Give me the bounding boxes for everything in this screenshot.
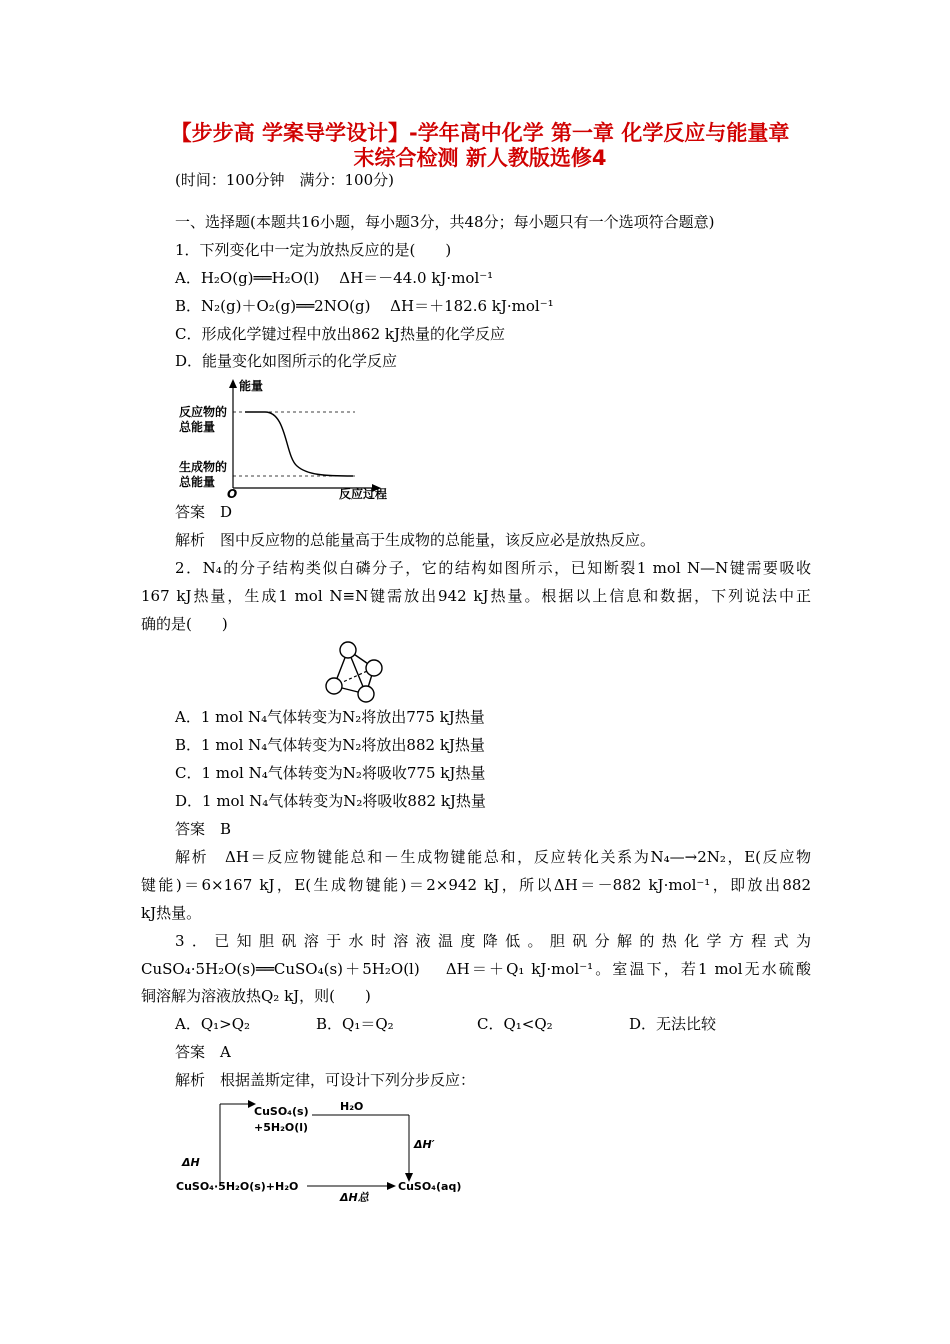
n-atom bbox=[340, 642, 356, 658]
reactant-label-2: 总能量 bbox=[179, 420, 216, 434]
energy-curve bbox=[245, 412, 353, 476]
q2-option-d: D．1 mol N₄气体转变为N₂将吸收882 kJ热量 bbox=[175, 792, 486, 810]
q3-analysis: 解析 根据盖斯定律，可设计下列分步反应： bbox=[175, 1071, 476, 1089]
bottom-right-species: CuSO₄(aq) bbox=[398, 1180, 462, 1193]
top-arrow-label: H₂O bbox=[340, 1100, 364, 1113]
product-label-1: 生成物的 bbox=[179, 460, 228, 474]
origin-label: O bbox=[227, 487, 238, 500]
q1-analysis: 解析 图中反应物的总能量高于生成物的总能量，该反应必是放热反应。 bbox=[175, 531, 656, 549]
y-axis-label: 能量 bbox=[239, 379, 264, 393]
q1-option-d: D．能量变化如图所示的化学反应 bbox=[175, 352, 398, 370]
q3-option-c: C．Q₁<Q₂ bbox=[477, 1015, 553, 1033]
q2-stem-line-3: 确的是( ) bbox=[141, 615, 228, 633]
n-atom bbox=[358, 686, 374, 702]
left-arrow-label: ΔH bbox=[182, 1156, 200, 1169]
q1-option-c: C．形成化学键过程中放出862 kJ热量的化学反应 bbox=[175, 325, 505, 343]
q2-stem-line-1: 2．N₄的分子结构类似白磷分子，它的结构如图所示，已知断裂1 mol N—N键需要吸收 bbox=[175, 559, 811, 577]
document-title-line-1: 【步步高 学案导学设计】-学年高中化学 第一章 化学反应与能量章 bbox=[170, 121, 790, 145]
n4-molecule-diagram bbox=[318, 638, 390, 704]
bottom-arrow-label: ΔH总 bbox=[340, 1191, 369, 1204]
top-left-species-2: +5H₂O(l) bbox=[254, 1121, 309, 1134]
q1-answer: 答案 D bbox=[175, 503, 233, 521]
q3-stem-line-2: CuSO₄·5H₂O(s)══CuSO₄(s)＋5H₂O(l) ΔH＝＋Q₁ kJ·mol⁻¹。室温下，若1 mol无水硫酸 bbox=[141, 960, 811, 978]
q2-analysis-line-2: 键能)＝6×167 kJ，E(生成物键能)＝2×942 kJ，所以ΔH＝－882 kJ·mol⁻¹，即放出882 bbox=[141, 876, 811, 894]
q3-stem-line-1: 3．已知胆矾溶于水时溶液温度降低。胆矾分解的热化学方程式为 bbox=[175, 932, 811, 950]
document-title-line-2: 末综合检测 新人教版选修4 bbox=[353, 146, 607, 170]
q1-stem: 1．下列变化中一定为放热反应的是( ) bbox=[175, 241, 452, 259]
q2-answer: 答案 B bbox=[175, 820, 232, 838]
reactant-label-1: 反应物的 bbox=[179, 405, 228, 419]
top-left-species-1: CuSO₄(s) bbox=[254, 1105, 309, 1118]
n-atom bbox=[366, 660, 382, 676]
n-atom bbox=[326, 678, 342, 694]
q3-option-d: D．无法比较 bbox=[629, 1015, 717, 1033]
q3-option-b: B．Q₁＝Q₂ bbox=[316, 1015, 394, 1033]
q3-stem-line-3: 铜溶解为溶液放热Q₂ kJ，则( ) bbox=[141, 987, 371, 1005]
q3-answer: 答案 A bbox=[175, 1043, 231, 1061]
energy-diagram bbox=[175, 376, 405, 500]
bottom-left-species: CuSO₄·5H₂O(s)+H₂O bbox=[176, 1180, 299, 1193]
hess-law-diagram bbox=[172, 1098, 472, 1206]
right-arrow-label: ΔH′ bbox=[414, 1138, 435, 1151]
section-header: 一、选择题(本题共16小题，每小题3分，共48分；每小题只有一个选项符合题意) bbox=[175, 213, 715, 231]
q2-analysis-line-3: kJ热量。 bbox=[141, 904, 202, 922]
product-label-2: 总能量 bbox=[179, 475, 216, 489]
q2-option-c: C．1 mol N₄气体转变为N₂将吸收775 kJ热量 bbox=[175, 764, 486, 782]
exam-info: (时间：100分钟 满分：100分) bbox=[175, 171, 394, 189]
q2-option-a: A．1 mol N₄气体转变为N₂将放出775 kJ热量 bbox=[175, 708, 485, 726]
x-axis-label: 反应过程 bbox=[339, 487, 388, 500]
q2-stem-line-2: 167 kJ热量，生成1 mol N≡N键需放出942 kJ热量。根据以上信息和数据，下列说法中正 bbox=[141, 587, 811, 605]
y-axis-arrow bbox=[229, 379, 237, 388]
q2-option-b: B．1 mol N₄气体转变为N₂将放出882 kJ热量 bbox=[175, 736, 485, 754]
q1-option-a: A．H₂O(g)══H₂O(l) ΔH＝－44.0 kJ·mol⁻¹ bbox=[175, 269, 494, 287]
q3-option-a: A．Q₁>Q₂ bbox=[175, 1015, 251, 1033]
bottom-arrow-head bbox=[387, 1182, 396, 1190]
q2-analysis-line-1: 解析 ΔH＝反应物键能总和－生成物键能总和，反应转化关系为N₄—→2N₂，E(反应物 bbox=[175, 848, 811, 866]
q1-option-b: B．N₂(g)＋O₂(g)══2NO(g) ΔH＝＋182.6 kJ·mol⁻¹ bbox=[175, 297, 554, 315]
